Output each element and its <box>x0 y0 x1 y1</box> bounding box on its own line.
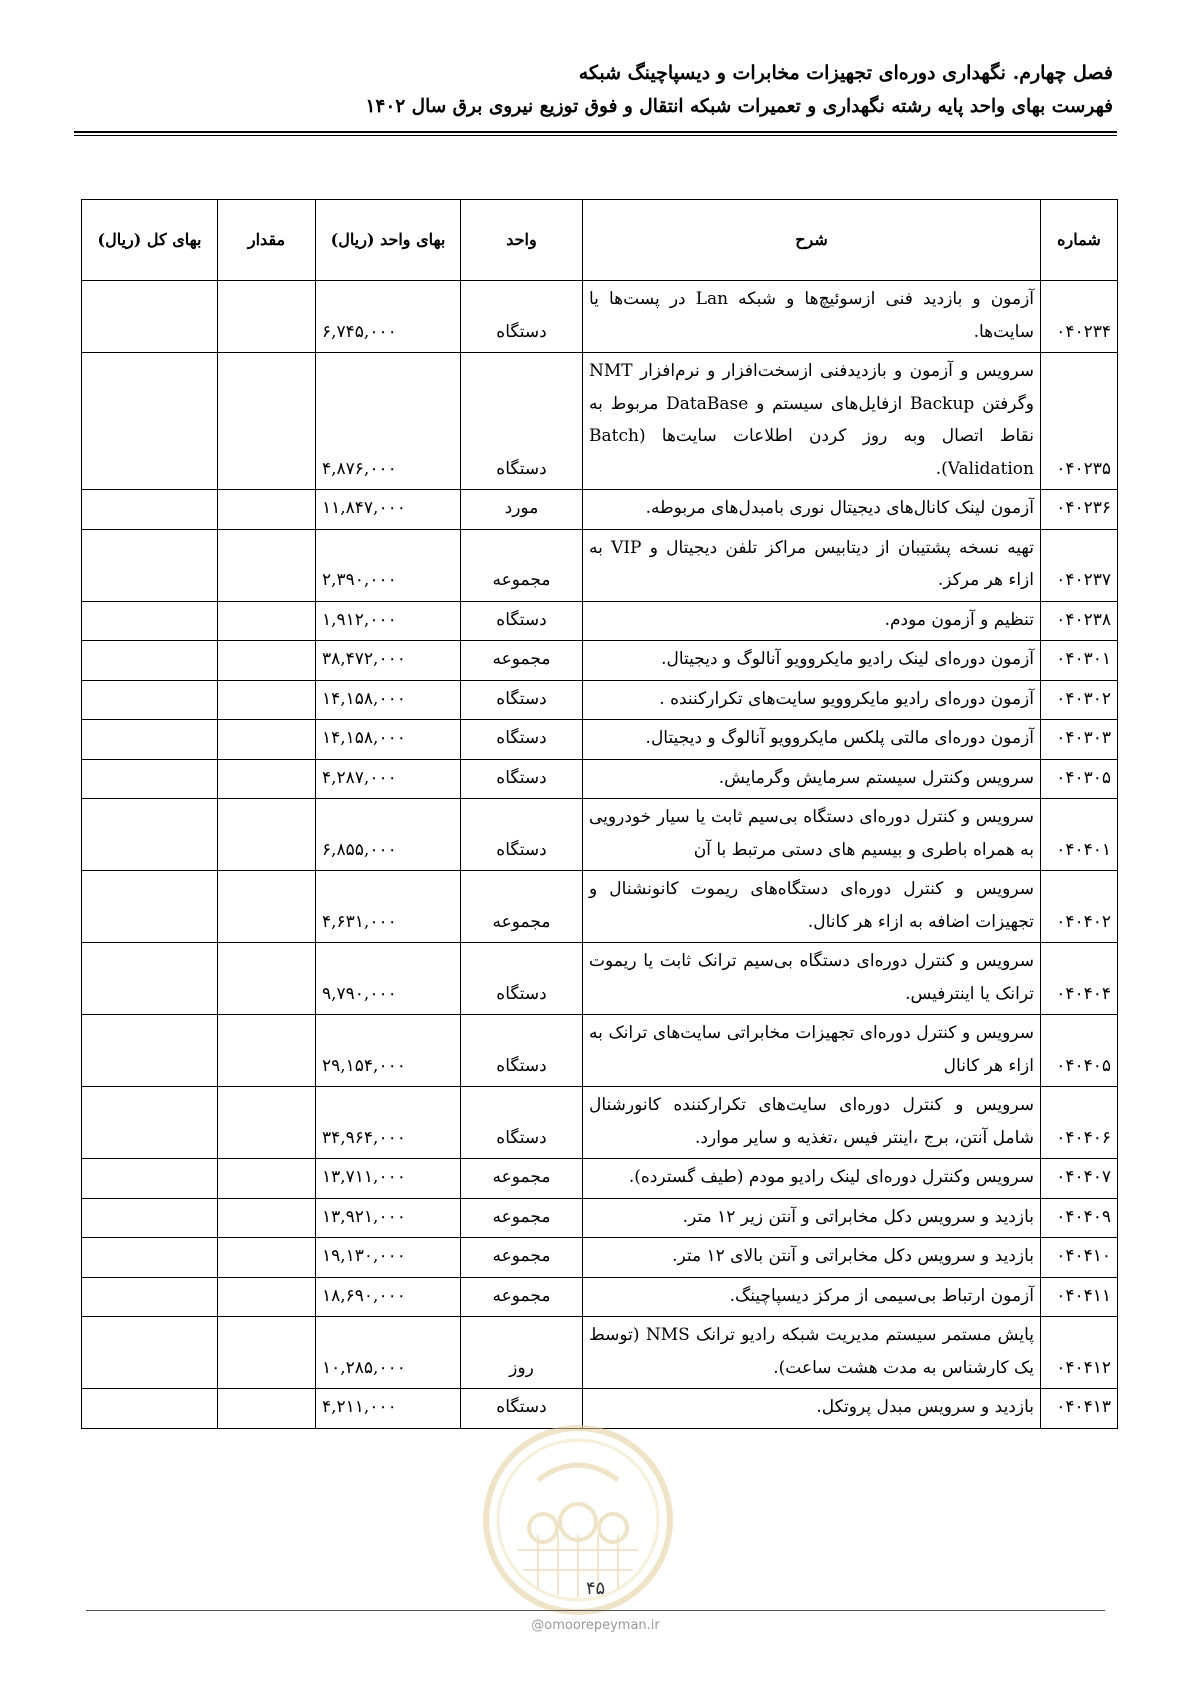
item-code: ۰۴۰۴۱۳ <box>1041 1389 1118 1429</box>
item-unit-price: ۶,۸۵۵,۰۰۰ <box>316 799 461 871</box>
item-quantity <box>218 1015 316 1087</box>
item-description: سرویس و کنترل دوره‌ای دستگاه بی‌سیم ترانک ثابت یا ریموت ترانک یا اینترفیس. <box>583 943 1041 1015</box>
item-quantity <box>218 799 316 871</box>
item-code: ۰۴۰۴۱۲ <box>1041 1317 1118 1389</box>
table-row <box>82 1015 1118 1087</box>
table-row <box>82 1159 1118 1199</box>
item-unit-price: ۳۴,۹۶۴,۰۰۰ <box>316 1087 461 1159</box>
item-quantity <box>218 281 316 353</box>
item-quantity <box>218 680 316 720</box>
item-code: ۰۴۰۳۰۱ <box>1041 641 1118 681</box>
item-total-price <box>82 1015 218 1087</box>
item-total-price <box>82 1389 218 1429</box>
item-description: سرویس وکنترل سیستم سرمایش وگرمایش. <box>583 759 1041 799</box>
item-quantity <box>218 1159 316 1199</box>
column-header-unit: واحد <box>461 200 583 281</box>
column-header-unit-price: بهای واحد (ریال) <box>316 200 461 281</box>
column-header-quantity: مقدار <box>218 200 316 281</box>
item-unit-price: ۲۹,۱۵۴,۰۰۰ <box>316 1015 461 1087</box>
item-quantity <box>218 759 316 799</box>
item-description: تنظیم و آزمون مودم. <box>583 601 1041 641</box>
item-unit-price: ۱۰,۲۸۵,۰۰۰ <box>316 1317 461 1389</box>
item-code: ۰۴۰۲۳۴ <box>1041 281 1118 353</box>
item-total-price <box>82 490 218 530</box>
item-unit: دستگاه <box>461 1087 583 1159</box>
table-row <box>82 641 1118 681</box>
item-description: بازدید و سرویس دکل مخابراتی و آنتن زیر ۱۲ متر. <box>583 1198 1041 1238</box>
item-total-price <box>82 1317 218 1389</box>
item-total-price <box>82 680 218 720</box>
item-description: بازدید و سرویس دکل مخابراتی و آنتن بالای ۱۲ متر. <box>583 1238 1041 1278</box>
item-code: ۰۴۰۳۰۵ <box>1041 759 1118 799</box>
column-header-code: شماره <box>1041 200 1118 281</box>
item-unit-price: ۴,۸۷۶,۰۰۰ <box>316 353 461 490</box>
item-unit: دستگاه <box>461 943 583 1015</box>
table-row <box>82 1317 1118 1389</box>
item-description: سرویس و کنترل دوره‌ای تجهیزات مخابراتی سایت‌های ترانک به ازاء هر کانال <box>583 1015 1041 1087</box>
item-unit: مجموعه <box>461 1277 583 1317</box>
item-description: سرویس و کنترل دوره‌ای دستگاه بی‌سیم ثابت یا سیار خودرویی به همراه باطری و بیسیم های دستی مرتبط با آن <box>583 799 1041 871</box>
item-code: ۰۴۰۴۰۲ <box>1041 871 1118 943</box>
table-row <box>82 759 1118 799</box>
chapter-title: فصل چهارم. نگهداری دوره‌ای تجهیزات مخابرات و دیسپاچینگ شبکه <box>578 62 1113 84</box>
item-description: سرویس و کنترل دوره‌ای دستگاه‌های ریموت کانونشنال و تجهیزات اضافه به ازاء هر کانال. <box>583 871 1041 943</box>
header-rule-thin <box>74 135 1117 136</box>
item-code: ۰۴۰۳۰۳ <box>1041 720 1118 760</box>
item-code: ۰۴۰۴۱۰ <box>1041 1238 1118 1278</box>
item-unit: دستگاه <box>461 759 583 799</box>
item-unit: مجموعه <box>461 1159 583 1199</box>
item-code: ۰۴۰۴۰۹ <box>1041 1198 1118 1238</box>
table-row <box>82 1238 1118 1278</box>
item-description: آزمون دوره‌ای مالتی پلکس مایکروویو آنالوگ و دیجیتال. <box>583 720 1041 760</box>
item-unit-price: ۹,۷۹۰,۰۰۰ <box>316 943 461 1015</box>
item-unit-price: ۱۹,۱۳۰,۰۰۰ <box>316 1238 461 1278</box>
item-description: آزمون و بازدید فنی ازسوئیچ‌ها و شبکه Lan در پست‌ها یا سایت‌ها. <box>583 281 1041 353</box>
item-unit-price: ۳۸,۴۷۲,۰۰۰ <box>316 641 461 681</box>
item-quantity <box>218 601 316 641</box>
column-header-description: شرح <box>583 200 1041 281</box>
item-unit: مجموعه <box>461 871 583 943</box>
item-code: ۰۴۰۴۰۷ <box>1041 1159 1118 1199</box>
item-total-price <box>82 799 218 871</box>
price-list-table <box>81 199 1118 1429</box>
item-unit-price: ۱,۹۱۲,۰۰۰ <box>316 601 461 641</box>
item-description: تهیه نسخه پشتیبان از دیتابیس مراکز تلفن دیجیتال و VIP به ازاء هر مرکز. <box>583 529 1041 601</box>
item-quantity <box>218 1238 316 1278</box>
item-unit: مجموعه <box>461 1198 583 1238</box>
table-row <box>82 490 1118 530</box>
table-row <box>82 680 1118 720</box>
item-quantity <box>218 641 316 681</box>
item-code: ۰۴۰۴۰۶ <box>1041 1087 1118 1159</box>
item-unit-price: ۱۴,۱۵۸,۰۰۰ <box>316 680 461 720</box>
item-unit: دستگاه <box>461 720 583 760</box>
item-unit: مجموعه <box>461 641 583 681</box>
table-row <box>82 1198 1118 1238</box>
item-total-price <box>82 641 218 681</box>
item-quantity <box>218 1198 316 1238</box>
item-unit-price: ۲,۳۹۰,۰۰۰ <box>316 529 461 601</box>
table-row <box>82 529 1118 601</box>
item-total-price <box>82 529 218 601</box>
item-unit: دستگاه <box>461 281 583 353</box>
item-description: پایش مستمر سیستم مدیریت شبکه رادیو ترانک NMS (توسط یک کارشناس به مدت هشت ساعت). <box>583 1317 1041 1389</box>
table-row <box>82 353 1118 490</box>
item-total-price <box>82 601 218 641</box>
item-total-price <box>82 759 218 799</box>
item-unit: دستگاه <box>461 680 583 720</box>
item-description: سرویس و کنترل دوره‌ای سایت‌های تکرارکننده کانورشنال شامل آنتن، برج ،اینتر فیس ،تغذیه و سایر موارد. <box>583 1087 1041 1159</box>
item-description: آزمون دوره‌ای لینک رادیو مایکروویو آنالوگ و دیجیتال. <box>583 641 1041 681</box>
item-unit-price: ۴,۶۳۱,۰۰۰ <box>316 871 461 943</box>
item-code: ۰۴۰۴۱۱ <box>1041 1277 1118 1317</box>
table-row <box>82 1087 1118 1159</box>
header-rule-thick <box>74 131 1117 133</box>
item-total-price <box>82 353 218 490</box>
page-header <box>78 58 1113 122</box>
table-row <box>82 1389 1118 1429</box>
item-quantity <box>218 1087 316 1159</box>
item-unit-price: ۱۳,۹۲۱,۰۰۰ <box>316 1198 461 1238</box>
item-quantity <box>218 871 316 943</box>
item-description: سرویس و آزمون و بازدیدفنی ازسخت‌افزار و نرم‌افزار NMT وگرفتن Backup ازفایل‌های سیستم و DataBase مربوط به نقاط اتصال وبه روز کردن اطلاعات سایت‌ها (Batch Validation). <box>583 353 1041 490</box>
item-quantity <box>218 943 316 1015</box>
table-row <box>82 1277 1118 1317</box>
item-code: ۰۴۰۴۰۵ <box>1041 1015 1118 1087</box>
item-unit: دستگاه <box>461 1389 583 1429</box>
item-unit: مورد <box>461 490 583 530</box>
item-unit: مجموعه <box>461 1238 583 1278</box>
item-total-price <box>82 1159 218 1199</box>
item-code: ۰۴۰۲۳۷ <box>1041 529 1118 601</box>
table-row <box>82 871 1118 943</box>
column-header-total-price: بهای کل (ریال) <box>82 200 218 281</box>
item-description: آزمون دوره‌ای رادیو مایکروویو سایت‌های تکرارکننده . <box>583 680 1041 720</box>
table-row <box>82 943 1118 1015</box>
item-total-price <box>82 1238 218 1278</box>
table-header-row <box>82 200 1118 281</box>
item-unit: روز <box>461 1317 583 1389</box>
item-code: ۰۴۰۴۰۱ <box>1041 799 1118 871</box>
item-unit: مجموعه <box>461 529 583 601</box>
item-total-price <box>82 720 218 760</box>
item-unit-price: ۱۴,۱۵۸,۰۰۰ <box>316 720 461 760</box>
item-quantity <box>218 529 316 601</box>
item-code: ۰۴۰۲۳۸ <box>1041 601 1118 641</box>
table-row <box>82 799 1118 871</box>
document-title: فهرست بهای واحد پایه رشته نگهداری و تعمیرات شبکه انتقال و فوق توزیع نیروی برق سال ۱۴۰۲ <box>365 96 1113 117</box>
item-unit-price: ۱۳,۷۱۱,۰۰۰ <box>316 1159 461 1199</box>
website-watermark: @omoorepeyman.ir <box>531 1618 660 1633</box>
item-code: ۰۴۰۴۰۴ <box>1041 943 1118 1015</box>
item-total-price <box>82 1198 218 1238</box>
item-unit-price: ۶,۷۴۵,۰۰۰ <box>316 281 461 353</box>
item-description: آزمون ارتباط بی‌سیمی از مرکز دیسپاچینگ. <box>583 1277 1041 1317</box>
item-unit-price: ۱۱,۸۴۷,۰۰۰ <box>316 490 461 530</box>
item-unit-price: ۴,۲۱۱,۰۰۰ <box>316 1389 461 1429</box>
item-code: ۰۴۰۲۳۵ <box>1041 353 1118 490</box>
item-description: آزمون لینک کانال‌های دیجیتال نوری بامبدل‌های مربوطه. <box>583 490 1041 530</box>
page-number: ۴۵ <box>585 1578 606 1599</box>
item-description: سرویس وکنترل دوره‌ای لینک رادیو مودم (طیف گسترده). <box>583 1159 1041 1199</box>
item-total-price <box>82 943 218 1015</box>
item-total-price <box>82 871 218 943</box>
item-unit: دستگاه <box>461 1015 583 1087</box>
item-unit: دستگاه <box>461 799 583 871</box>
item-quantity <box>218 1317 316 1389</box>
item-quantity <box>218 1389 316 1429</box>
item-total-price <box>82 281 218 353</box>
table-row <box>82 720 1118 760</box>
item-code: ۰۴۰۳۰۲ <box>1041 680 1118 720</box>
item-code: ۰۴۰۲۳۶ <box>1041 490 1118 530</box>
item-total-price <box>82 1087 218 1159</box>
item-quantity <box>218 1277 316 1317</box>
table-row <box>82 601 1118 641</box>
item-unit-price: ۴,۲۸۷,۰۰۰ <box>316 759 461 799</box>
item-quantity <box>218 353 316 490</box>
item-unit: دستگاه <box>461 353 583 490</box>
item-quantity <box>218 490 316 530</box>
item-description: بازدید و سرویس مبدل پروتکل. <box>583 1389 1041 1429</box>
table-row <box>82 281 1118 353</box>
item-unit: دستگاه <box>461 601 583 641</box>
item-total-price <box>82 1277 218 1317</box>
item-quantity <box>218 720 316 760</box>
footer-rule <box>86 1610 1105 1611</box>
item-unit-price: ۱۸,۶۹۰,۰۰۰ <box>316 1277 461 1317</box>
